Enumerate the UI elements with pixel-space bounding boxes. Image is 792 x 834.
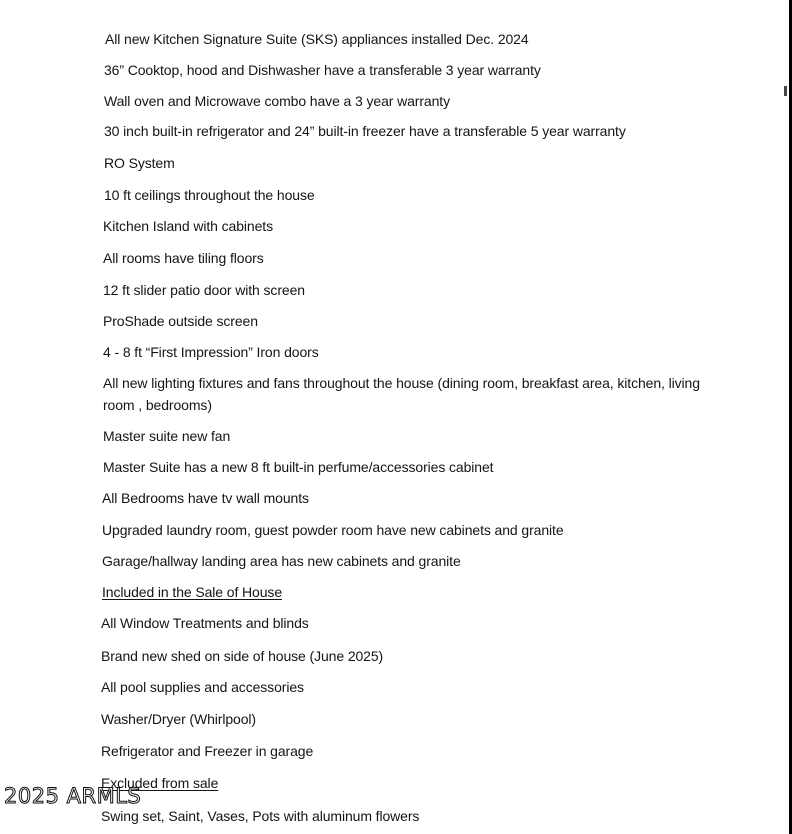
feature-line: Upgraded laundry room, guest powder room have new cabinets and granite <box>102 522 564 538</box>
excluded-item: Swing set, Saint, Vases, Pots with aluminum flowers <box>101 808 420 824</box>
feature-line: 10 ft ceilings throughout the house <box>104 187 315 203</box>
feature-line: Master Suite has a new 8 ft built-in perfume/accessories cabinet <box>103 459 494 475</box>
scan-edge-mark <box>784 86 787 96</box>
feature-line: 30 inch built-in refrigerator and 24” built-in freezer have a transferable 5 year warranty <box>104 123 626 139</box>
included-item: Brand new shed on side of house (June 2025) <box>101 648 384 664</box>
feature-line: 12 ft slider patio door with screen <box>103 282 305 298</box>
feature-line: 4 - 8 ft “First Impression” Iron doors <box>103 344 319 360</box>
armls-watermark: 2025 ARMLS <box>4 784 142 808</box>
feature-line-wrapped: All new lighting fixtures and fans throughout the house (dining room, breakfast area, kitchen, living room , bedrooms) <box>103 375 700 413</box>
feature-line: All Bedrooms have tv wall mounts <box>102 490 309 506</box>
excluded-heading: Excluded from sale <box>101 775 219 791</box>
feature-line: Wall oven and Microwave combo have a 3 year warranty <box>104 93 450 109</box>
feature-line: Garage/hallway landing area has new cabinets and granite <box>102 553 461 569</box>
included-item: Washer/Dryer (Whirlpool) <box>101 711 256 727</box>
feature-line: All rooms have tiling floors <box>103 250 264 266</box>
included-heading: Included in the Sale of House <box>102 584 283 600</box>
feature-line: Kitchen Island with cabinets <box>103 218 273 234</box>
feature-line: All new Kitchen Signature Suite (SKS) appliances installed Dec. 2024 <box>105 31 529 47</box>
feature-line: 36” Cooktop, hood and Dishwasher have a transferable 3 year warranty <box>104 62 541 78</box>
feature-line: RO System <box>104 155 175 171</box>
included-item: All pool supplies and accessories <box>101 679 304 695</box>
included-item: Refrigerator and Freezer in garage <box>101 743 314 759</box>
feature-line: Master suite new fan <box>103 428 231 444</box>
included-item: All Window Treatments and blinds <box>101 615 309 631</box>
feature-line: ProShade outside screen <box>103 313 258 329</box>
